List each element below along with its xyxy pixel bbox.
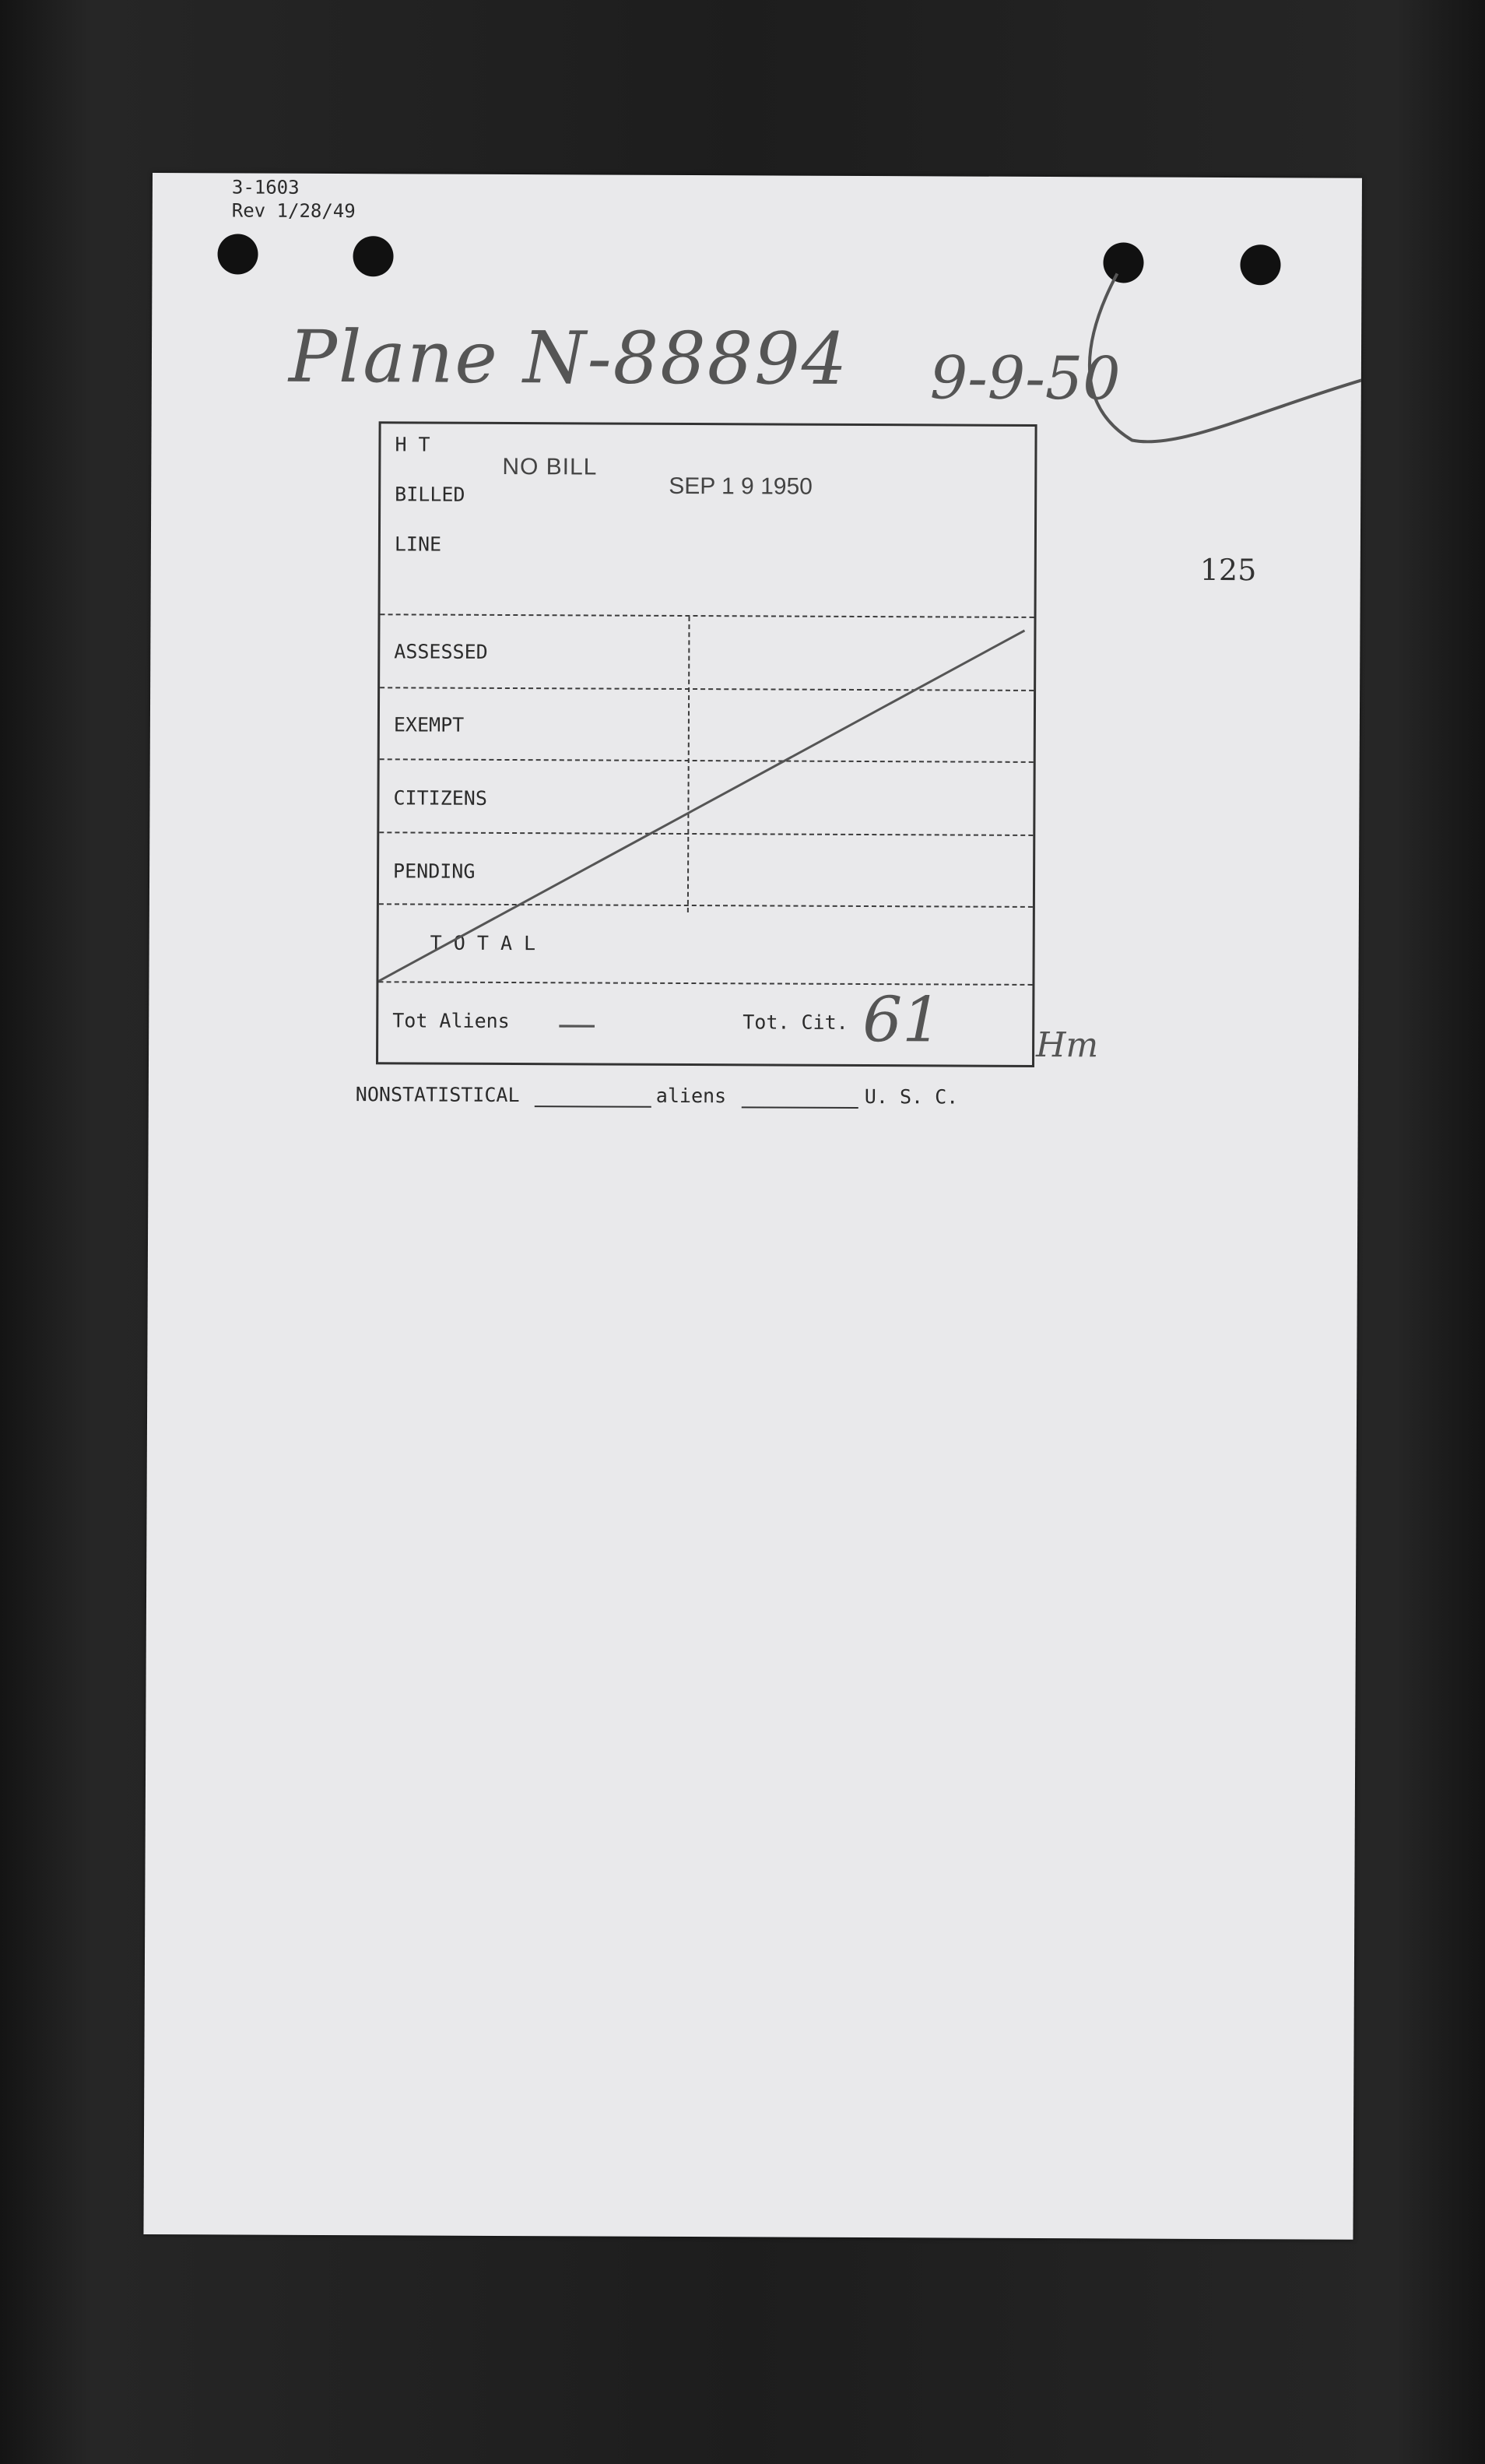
tot-citizens-value: 61 <box>862 982 943 1056</box>
form-number: 3-1603 <box>231 176 300 199</box>
form-revision: Rev 1/28/49 <box>231 199 356 223</box>
ht-label: H T <box>395 433 430 456</box>
nonstatistical-label: NONSTATISTICAL <box>355 1083 520 1107</box>
handwritten-initials: Hm <box>1036 1025 1099 1066</box>
line-label: LINE <box>394 533 442 556</box>
nonstatistical-usc-label: U. S. C. <box>864 1085 959 1109</box>
row-exempt-label: EXEMPT <box>393 713 465 736</box>
page-number: 125 <box>1199 552 1257 588</box>
tot-citizens-label: Tot. Cit. <box>742 1011 848 1034</box>
total-label: T O T A L <box>430 931 536 955</box>
nonstatistical-aliens-label: aliens <box>655 1084 727 1108</box>
billed-label: BILLED <box>395 483 465 506</box>
row-citizens-label: CITIZENS <box>393 786 487 810</box>
pen-scribble <box>143 173 1362 2240</box>
handwritten-plane-number: Plane N-88894 <box>288 315 849 401</box>
handwritten-date: 9-9-50 <box>929 343 1121 413</box>
tot-aliens-label: Tot Aliens <box>392 1009 510 1033</box>
manifest-form-sheet <box>143 173 1362 2240</box>
row-pending-label: PENDING <box>393 859 476 883</box>
date-stamp: SEP 1 9 1950 <box>669 473 813 500</box>
tot-aliens-value: — <box>557 1000 597 1046</box>
row-assessed-label: ASSESSED <box>394 640 488 663</box>
no-bill-stamp: NO BILL <box>502 453 598 480</box>
